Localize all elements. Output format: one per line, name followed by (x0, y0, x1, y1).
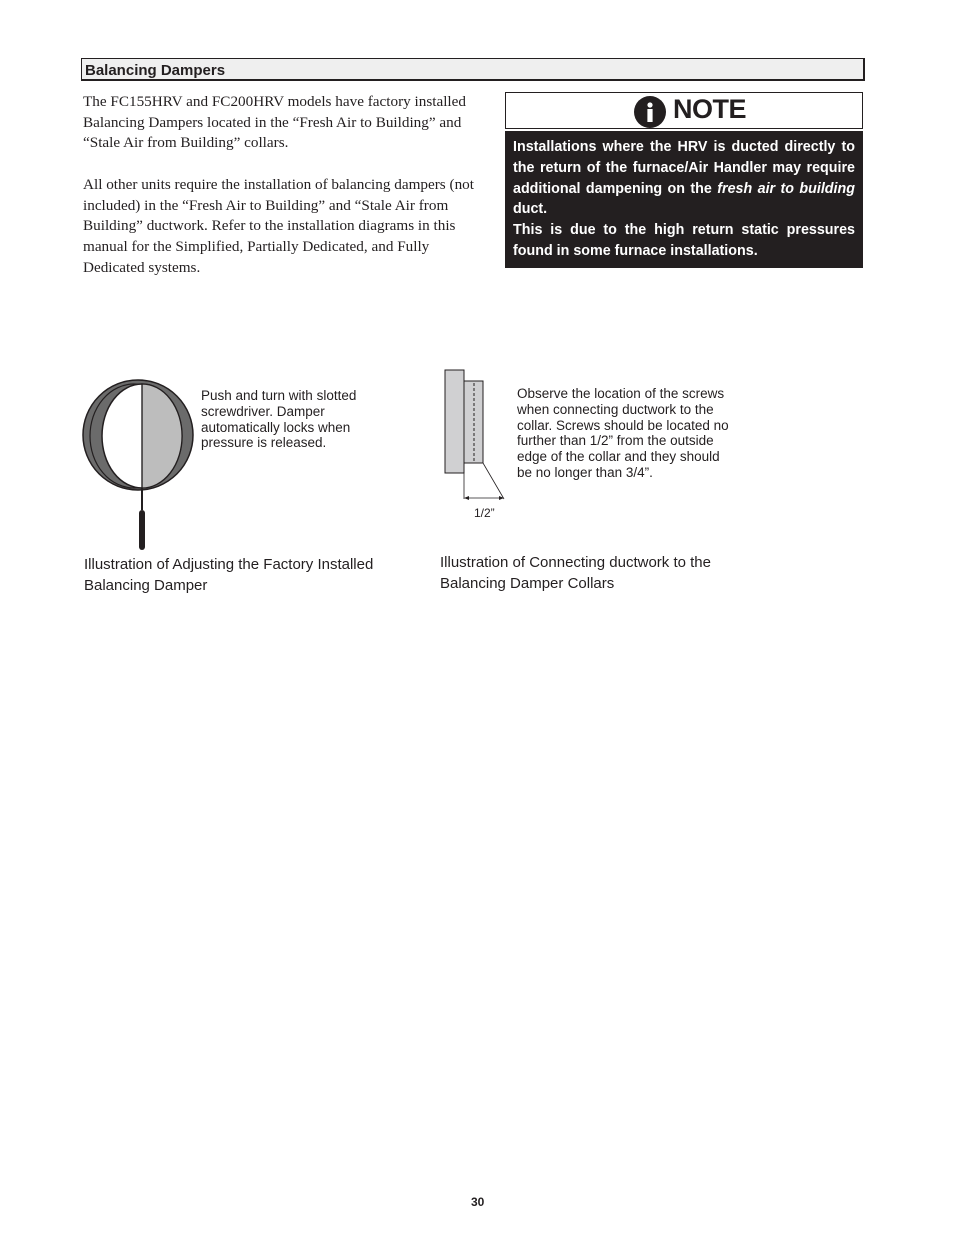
collar-figure-caption: Illustration of Connecting ductwork to the Balancing Damper Collars (440, 554, 711, 592)
damper-figure-caption: Illustration of Adjusting the Factory Installed Balancing Damper (84, 556, 374, 594)
collar-illustration (440, 366, 510, 506)
screwdriver-shaft (141, 488, 143, 510)
damper-instruction: Push and turn with slotted screwdriver. Damper automatically locks when pressure is released. (201, 388, 357, 451)
note-emphasis: fresh air to building (717, 180, 855, 197)
note-text-1: Installations where the HRV is ducted directly to the return of the furnace/Air Handler may require additional dampening on the fresh air to building duct. (513, 139, 855, 218)
section-header (81, 58, 865, 81)
dimension-label: 1/2” (474, 506, 495, 520)
note-title: NOTE (673, 94, 747, 124)
damper-illustration (78, 376, 198, 552)
note-header (505, 92, 863, 129)
collar-instruction: Observe the location of the screws when connecting ductwork to the collar. Screws should be located no further than 1/2” from the outside edge of the collar and they should be no longer than 3/4”. (517, 386, 729, 480)
page-number: 30 (471, 1195, 485, 1209)
info-icon (634, 96, 666, 128)
unit-panel (445, 370, 464, 473)
section-title: Balancing Dampers (85, 62, 226, 79)
instructions-paragraph: All other units require the installation of balancing dampers (not included) in the “Fresh Air to Building” and “Stale Air from Building” ductwork. Refer to the installation diagrams in this manual for the Simplified, Partially Dedicated, and Fully Dedicated systems. (83, 176, 474, 276)
intro-paragraph: The FC155HRV and FC200HRV models have factory installed Balancing Dampers located in the “Fresh Air to Building” and “Stale Air from Building” collars. (83, 93, 466, 152)
note-box (505, 131, 863, 268)
screwdriver-handle (139, 510, 145, 550)
note-text-2: This is due to the high return static pressures found in some furnace installations. (513, 222, 855, 259)
